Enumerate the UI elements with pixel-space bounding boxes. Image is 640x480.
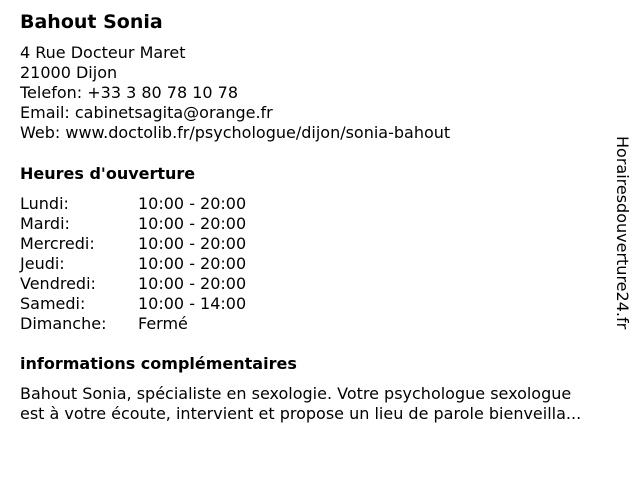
info-heading: informations complémentaires: [20, 354, 297, 373]
hours-row-monday: [20, 194, 246, 214]
opening-hours-table: [20, 194, 246, 334]
hours-row-friday: [20, 274, 246, 294]
brand-watermark: Horairesdouverture24.fr: [613, 136, 632, 330]
contact-block: [20, 43, 450, 143]
email-address: Email: cabinetsagita@orange.fr: [20, 103, 273, 122]
hours-row-thursday: [20, 254, 246, 274]
hours-day-label: Vendredi:: [20, 274, 96, 293]
hours-row-saturday: [20, 294, 246, 314]
business-name: Bahout Sonia: [20, 11, 163, 33]
hours-day-label: Mardi:: [20, 214, 70, 233]
street-address: 4 Rue Docteur Maret: [20, 43, 186, 62]
hours-row-wednesday: [20, 234, 246, 254]
hours-time-value: 10:00 - 20:00: [138, 254, 247, 273]
description-line: Bahout Sonia, spécialiste en sexologie. Votre psychologue sexologue: [20, 384, 572, 403]
hours-row-sunday: [20, 314, 246, 334]
hours-time-value: 10:00 - 20:00: [138, 234, 247, 253]
hours-time-value: 10:00 - 20:00: [138, 274, 247, 293]
hours-row-tuesday: [20, 214, 246, 234]
hours-day-label: Lundi:: [20, 194, 69, 213]
website-url: Web: www.doctolib.fr/psychologue/dijon/sonia-bahout: [20, 123, 451, 142]
hours-day-label: Samedi:: [20, 294, 86, 313]
city-address: 21000 Dijon: [20, 63, 118, 82]
hours-day-label: Dimanche:: [20, 314, 107, 333]
hours-time-value: 10:00 - 20:00: [138, 194, 247, 213]
phone-number: Telefon: +33 3 80 78 10 78: [20, 83, 239, 102]
hours-day-label: Jeudi:: [20, 254, 65, 273]
hours-day-label: Mercredi:: [20, 234, 95, 253]
description-text: [20, 384, 632, 424]
hours-time-value: Fermé: [138, 314, 188, 333]
hours-time-value: 10:00 - 20:00: [138, 214, 247, 233]
hours-heading: Heures d'ouverture: [20, 164, 196, 183]
hours-time-value: 10:00 - 14:00: [138, 294, 247, 313]
description-line: est à votre écoute, intervient et propose un lieu de parole bienveilla...: [20, 404, 582, 423]
